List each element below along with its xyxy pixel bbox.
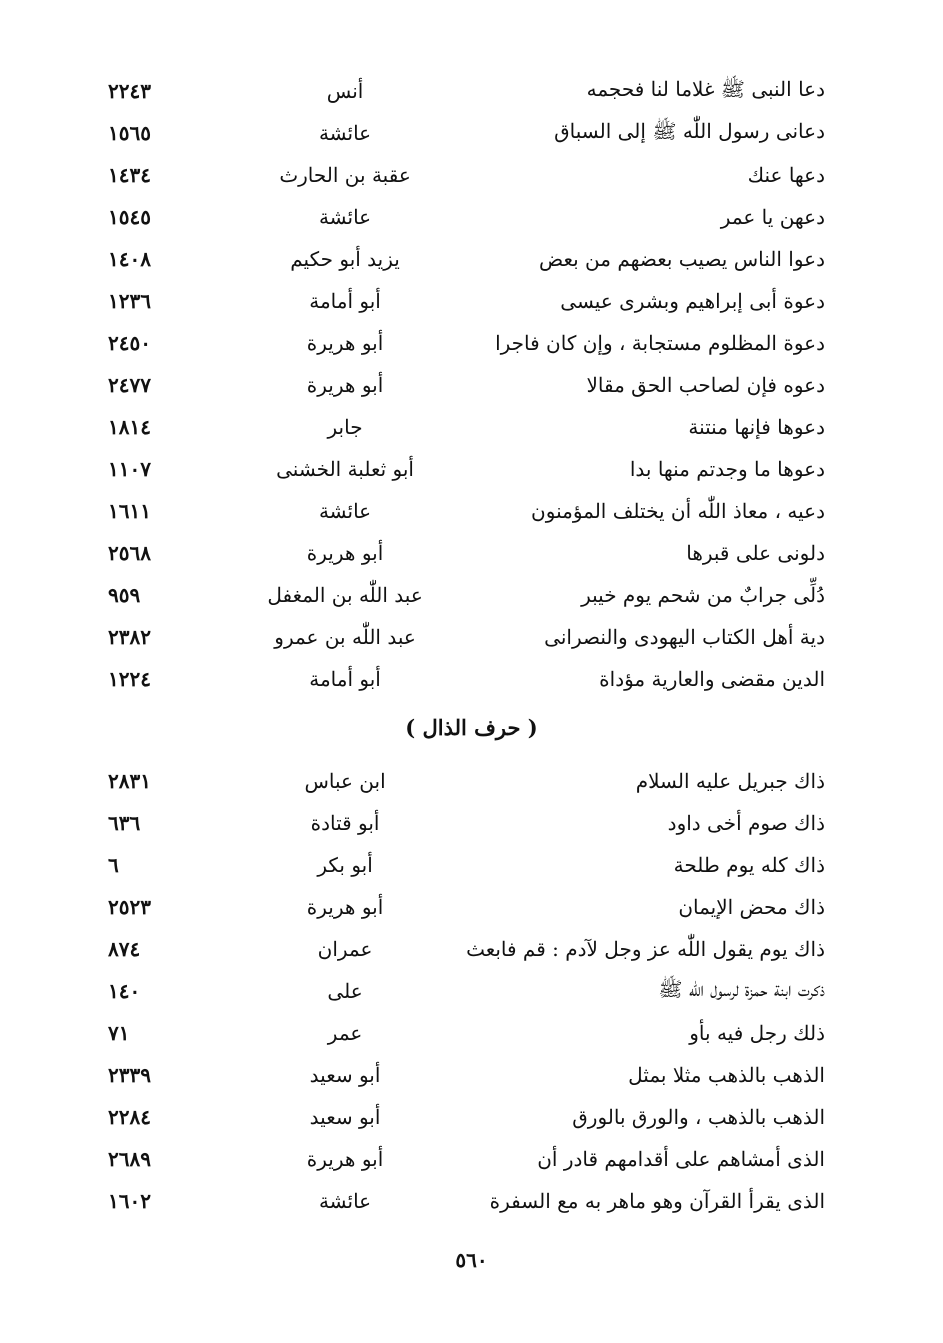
hadith-index-list-dal bbox=[80, 70, 840, 700]
index-row bbox=[80, 322, 840, 364]
index-row bbox=[80, 928, 840, 970]
index-row bbox=[80, 154, 840, 196]
index-row bbox=[80, 802, 840, 844]
index-row bbox=[80, 760, 840, 802]
hadith-opening-text: دلونى على قبرها bbox=[686, 541, 825, 565]
hadith-number: ٢٥٢٣ bbox=[108, 895, 151, 919]
hadith-number: ٦ bbox=[108, 853, 119, 877]
hadith-opening-text: الذى يقرأ القرآن وهو ماهر به مع السفرة bbox=[489, 1189, 825, 1213]
index-row bbox=[80, 1180, 840, 1222]
hadith-index-list-dhal bbox=[80, 760, 840, 1222]
hadith-opening-text: دعيه ، معاذ اللّٰه أن يختلف المؤمنون bbox=[531, 499, 825, 523]
narrator-name: أبو هريرة bbox=[306, 895, 384, 919]
hadith-opening-text: ذاك جبريل عليه السلام bbox=[635, 769, 825, 793]
hadith-number: ٢٢٨٤ bbox=[108, 1105, 151, 1129]
hadith-opening-text: دعوها فإنها منتنة bbox=[688, 415, 825, 439]
hadith-number: ١٤٠ bbox=[108, 979, 141, 1003]
narrator-name: أبو أمامة bbox=[309, 667, 381, 691]
index-row bbox=[80, 70, 840, 112]
index-row bbox=[80, 658, 840, 700]
hadith-number: ١٤٠٨ bbox=[108, 247, 151, 271]
hadith-opening-text: ذاك صوم أخى داود bbox=[667, 811, 825, 835]
index-row bbox=[80, 1012, 840, 1054]
narrator-name: عبد اللّٰه بن عمرو bbox=[274, 625, 416, 649]
page-number: ٥٦٠ bbox=[455, 1248, 488, 1272]
index-row bbox=[80, 406, 840, 448]
hadith-opening-text: دعها عنك bbox=[747, 163, 825, 187]
narrator-name: عمر bbox=[327, 1021, 363, 1045]
narrator-name: أنس bbox=[326, 79, 364, 103]
hadith-opening-text: الدين مقضى والعارية مؤداة bbox=[599, 667, 825, 691]
hadith-opening-text: دعهن يا عمر bbox=[720, 205, 825, 229]
hadith-number: ٢٨٣١ bbox=[108, 769, 151, 793]
hadith-opening-text: ذاك كله يوم طلحة bbox=[673, 853, 825, 877]
index-row bbox=[80, 196, 840, 238]
hadith-opening-text: دعوة المظلوم مستجابة ، وإن كان فاجرا bbox=[495, 331, 825, 355]
index-row bbox=[80, 532, 840, 574]
narrator-name: أبو بكر bbox=[317, 853, 373, 877]
hadith-number: ٢٤٧٧ bbox=[108, 373, 151, 397]
hadith-number: ١٤٣٤ bbox=[108, 163, 151, 187]
narrator-name: عبد اللّٰه بن المغفل bbox=[267, 583, 423, 607]
hadith-opening-text: دعا النبى ﷺ غلاما لنا فحجمه bbox=[586, 76, 825, 101]
narrator-name: أبو هريرة bbox=[306, 373, 384, 397]
hadith-opening-text: دعوة أبى إبراهيم وبشرى عيسى bbox=[560, 289, 825, 313]
narrator-name: عقبة بن الحارث bbox=[279, 163, 411, 187]
section-title: ( حرف الذال ) bbox=[405, 715, 538, 740]
hadith-number: ١٥٦٥ bbox=[108, 121, 151, 145]
narrator-name: أبو ثعلبة الخشنى bbox=[276, 457, 414, 481]
narrator-name: عائشة bbox=[318, 205, 372, 229]
hadith-number: ٢٤٥٠ bbox=[108, 331, 151, 355]
hadith-opening-text: ذكرت ابنة حمزة لرسول اللّٰه ﷺ bbox=[658, 976, 825, 1001]
narrator-name: عائشة bbox=[318, 499, 372, 523]
narrator-name: أبو سعيد bbox=[309, 1105, 381, 1129]
index-row bbox=[80, 1138, 840, 1180]
index-row bbox=[80, 574, 840, 616]
hadith-opening-text: دعوا الناس يصيب بعضهم من بعض bbox=[538, 247, 825, 271]
hadith-opening-text: الذى أمشاهم على أقدامهم قادر أن bbox=[537, 1147, 825, 1171]
hadith-number: ١٦١١ bbox=[108, 499, 151, 523]
index-row bbox=[80, 364, 840, 406]
index-row bbox=[80, 1054, 840, 1096]
hadith-opening-text: دُلِّى جرابٌ من شحم يوم خيبر bbox=[581, 583, 825, 607]
hadith-number: ١٢٣٦ bbox=[108, 289, 151, 313]
index-row bbox=[80, 844, 840, 886]
hadith-number: ١١٠٧ bbox=[108, 457, 151, 481]
hadith-number: ٦٣٦ bbox=[108, 811, 141, 835]
hadith-opening-text: ذلك رجل فيه بأو bbox=[689, 1021, 825, 1045]
narrator-name: أبو سعيد bbox=[309, 1063, 381, 1087]
hadith-number: ٢٥٦٨ bbox=[108, 541, 151, 565]
hadith-number: ٨٧٤ bbox=[108, 937, 141, 961]
narrator-name: ابن عباس bbox=[304, 769, 386, 793]
narrator-name: عائشة bbox=[318, 1189, 372, 1213]
narrator-name: أبو هريرة bbox=[306, 331, 384, 355]
hadith-number: ٩٥٩ bbox=[108, 583, 141, 607]
narrator-name: على bbox=[327, 979, 363, 1003]
index-row bbox=[80, 280, 840, 322]
hadith-opening-text: دية أهل الكتاب اليهودى والنصرانى bbox=[544, 625, 825, 649]
narrator-name: جابر bbox=[327, 415, 363, 439]
hadith-number: ١٥٤٥ bbox=[108, 205, 151, 229]
narrator-name: أبو هريرة bbox=[306, 1147, 384, 1171]
hadith-opening-text: دعانى رسول اللّٰه ﷺ إلى السباق bbox=[554, 118, 825, 143]
hadith-number: ٢٣٣٩ bbox=[108, 1063, 151, 1087]
index-row bbox=[80, 238, 840, 280]
hadith-opening-text: الذهب بالذهب مثلا بمثل bbox=[628, 1063, 825, 1087]
narrator-name: أبو هريرة bbox=[306, 541, 384, 565]
hadith-opening-text: دعوه فإن لصاحب الحق مقالا bbox=[586, 373, 825, 397]
hadith-opening-text: الذهب بالذهب ، والورق بالورق bbox=[572, 1105, 825, 1129]
index-row bbox=[80, 490, 840, 532]
index-row bbox=[80, 448, 840, 490]
hadith-number: ١٨١٤ bbox=[108, 415, 151, 439]
narrator-name: أبو أمامة bbox=[309, 289, 381, 313]
index-row bbox=[80, 886, 840, 928]
hadith-number: ٢٦٨٩ bbox=[108, 1147, 151, 1171]
index-row bbox=[80, 616, 840, 658]
narrator-name: أبو قتادة bbox=[310, 811, 380, 835]
hadith-number: ٢٣٨٢ bbox=[108, 625, 151, 649]
index-row bbox=[80, 970, 840, 1012]
narrator-name: عائشة bbox=[318, 121, 372, 145]
hadith-number: ١٢٢٤ bbox=[108, 667, 151, 691]
hadith-opening-text: ذاك محض الإيمان bbox=[678, 895, 825, 919]
hadith-number: ١٦٠٢ bbox=[108, 1189, 151, 1213]
hadith-opening-text: ذاك يوم يقول اللّٰه عز وجل لآدم : قم فابعث bbox=[466, 937, 825, 961]
hadith-opening-text: دعوها ما وجدتم منها بدا bbox=[629, 457, 825, 481]
hadith-number: ٢٢٤٣ bbox=[108, 79, 151, 103]
narrator-name: يزيد أبو حكيم bbox=[290, 247, 400, 271]
index-row bbox=[80, 112, 840, 154]
narrator-name: عمران bbox=[317, 937, 373, 961]
index-row bbox=[80, 1096, 840, 1138]
hadith-number: ٧١ bbox=[108, 1021, 130, 1045]
